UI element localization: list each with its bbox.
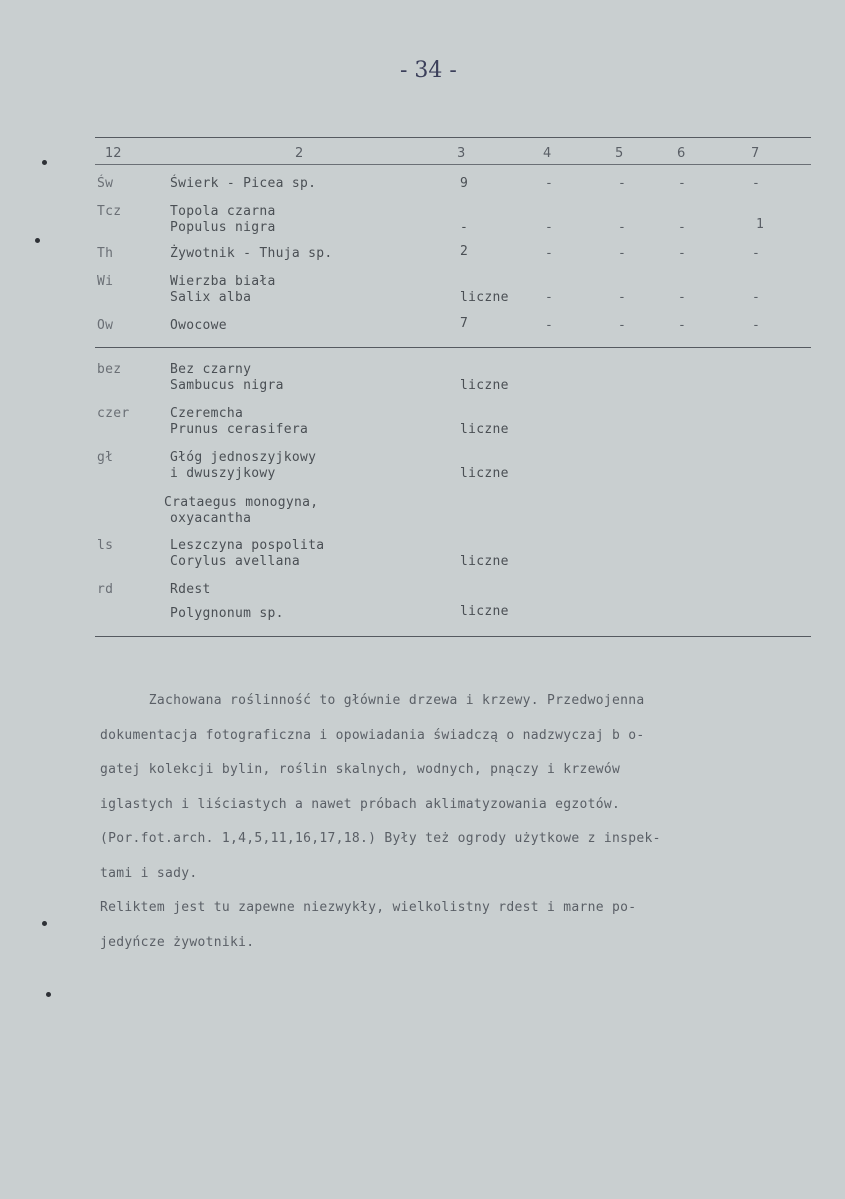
table-header-row [95, 146, 811, 166]
table-top-rule [95, 137, 811, 138]
table-cell-count: - [460, 220, 469, 235]
header-col-2: 2 [295, 146, 304, 161]
table-cell-code: Th [97, 246, 114, 261]
table-cell-count: 2 [460, 244, 469, 259]
table-cell-col4: - [545, 176, 554, 191]
page-number: - 34 - [400, 58, 457, 83]
header-col-4: 4 [543, 146, 552, 161]
table-cell-code: ls [97, 538, 114, 553]
table-cell-count: 7 [460, 316, 469, 331]
paragraph-line: Zachowana roślinność to głównie drzewa i krzewy. Przedwojenna [100, 693, 645, 708]
table-cell-name: Sambucus nigra [170, 378, 284, 393]
table-cell-col4: - [545, 290, 554, 305]
table-cell-col7: 1 [756, 217, 765, 232]
table-cell-col5: - [618, 220, 627, 235]
paragraph-line: dokumentacja fotograficzna i opowiadania świadczą o nadzwyczaj b o- [100, 727, 645, 743]
table-bottom-rule [95, 636, 811, 637]
table-cell-name: Głóg jednoszyjkowy [170, 450, 317, 465]
table-cell-name: Prunus cerasifera [170, 422, 309, 437]
body-paragraph [100, 684, 810, 960]
table-cell-name: Rdest [170, 582, 211, 597]
table-cell-col6: - [678, 176, 687, 191]
table-cell-code: bez [97, 362, 122, 377]
paragraph-line: jedyńcze żywotniki. [100, 934, 255, 950]
paragraph-line: tami i sady. [100, 865, 198, 881]
header-col-6: 6 [677, 146, 686, 161]
table-cell-col5: - [618, 246, 627, 261]
paragraph-line: Reliktem jest tu zapewne niezwykły, wielkolistny rdest i marne po- [100, 900, 637, 915]
table-cell-name: Bez czarny [170, 362, 252, 377]
binding-hole-mark [35, 238, 40, 243]
table-cell-count: liczne [460, 554, 509, 569]
table-cell-col7: - [752, 176, 761, 191]
table-cell-name: Polygnonum sp. [170, 606, 284, 621]
table-cell-name: Wierzba biała [170, 274, 276, 289]
table-cell-name: Salix alba [170, 290, 252, 305]
binding-hole-mark [42, 160, 47, 165]
table-cell-col6: - [678, 246, 687, 261]
header-col-1: 12 [105, 146, 122, 161]
binding-hole-mark [46, 992, 51, 997]
table-cell-name: Corylus avellana [170, 554, 301, 569]
table-cell-name: Leszczyna pospolita [170, 538, 325, 553]
table-header-rule [95, 164, 811, 165]
paragraph-line: iglastych i liściastych a nawet próbach aklimatyzowania egzotów. [100, 796, 621, 812]
paragraph-line: (Por.fot.arch. 1,4,5,11,16,17,18.) Były też ogrody użytkowe z inspek- [100, 831, 661, 846]
table-cell-code: czer [97, 406, 130, 421]
table-cell-count: liczne [460, 466, 509, 481]
table-cell-col6: - [678, 220, 687, 235]
table-cell-col7: - [752, 246, 761, 261]
table-cell-name: oxyacantha [170, 511, 252, 526]
table-cell-col4: - [545, 246, 554, 261]
table-cell-code: gł [97, 450, 114, 465]
table-cell-name: Świerk - Picea sp. [170, 176, 317, 191]
paragraph-line: gatej kolekcji bylin, roślin skalnych, wodnych, pnączy i krzewów [100, 762, 621, 777]
table-cell-code: Tcz [97, 204, 122, 219]
table-cell-col7: - [752, 290, 761, 305]
table-cell-code: Św [97, 176, 114, 191]
table-cell-code: rd [97, 582, 114, 597]
table-cell-name: Populus nigra [170, 220, 276, 235]
table-cell-name: Czeremcha [170, 406, 244, 421]
table-cell-col6: - [678, 318, 687, 333]
table-cell-col4: - [545, 220, 554, 235]
table-cell-count: liczne [460, 604, 509, 619]
table-cell-count: liczne [460, 422, 509, 437]
table-cell-code: Ow [97, 318, 114, 333]
table-cell-name: Żywotnik - Thuja sp. [170, 246, 333, 261]
header-col-5: 5 [615, 146, 624, 161]
table-cell-col4: - [545, 318, 554, 333]
table-cell-name: i dwuszyjkowy [170, 466, 276, 481]
table-cell-count: 9 [460, 176, 469, 191]
table-cell-col5: - [618, 318, 627, 333]
table-cell-col5: - [618, 176, 627, 191]
table-cell-count: liczne [460, 290, 509, 305]
table-cell-name: Owocowe [170, 318, 227, 333]
header-col-7: 7 [751, 146, 760, 161]
table-middle-rule [95, 347, 811, 348]
table-cell-name: Crataegus monogyna, [164, 495, 319, 510]
table-cell-code: Wi [97, 274, 114, 289]
header-col-3: 3 [457, 146, 466, 161]
binding-hole-mark [42, 921, 47, 926]
table-cell-col5: - [618, 290, 627, 305]
table-cell-col7: - [752, 318, 761, 333]
table-cell-name: Topola czarna [170, 204, 276, 219]
table-cell-col6: - [678, 290, 687, 305]
table-cell-count: liczne [460, 378, 509, 393]
